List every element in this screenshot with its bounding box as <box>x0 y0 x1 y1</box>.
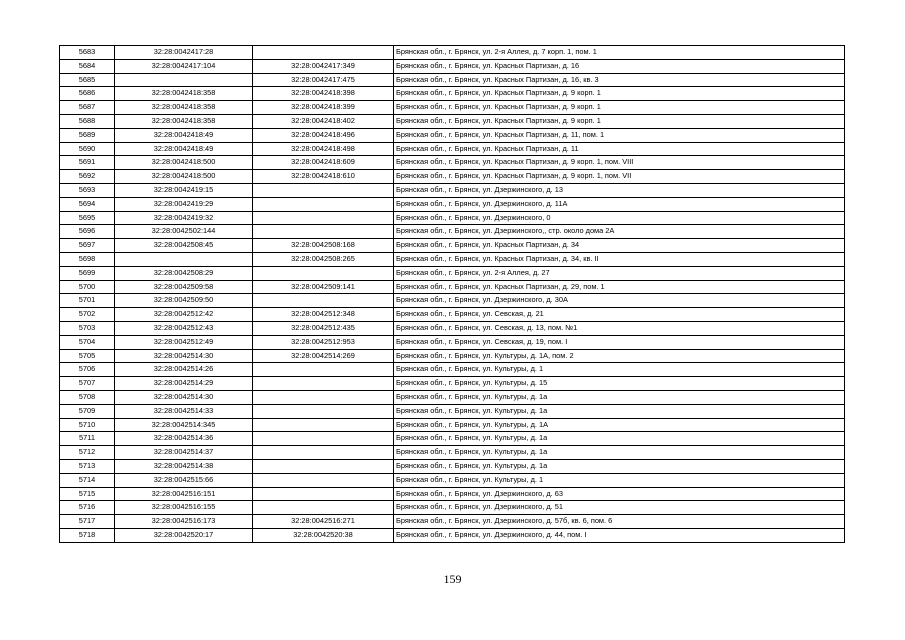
address-cell: Брянская обл., г. Брянск, ул. Красных Партизан, д. 9 корп. 1, пом. VIII <box>394 156 845 170</box>
cadastral-number-cell: 32:28:0042418:358 <box>115 101 253 115</box>
address-cell: Брянская обл., г. Брянск, ул. Культуры, д. 1а <box>394 432 845 446</box>
address-cell: Брянская обл., г. Брянск, ул. Красных Партизан, д. 9 корп. 1 <box>394 101 845 115</box>
address-cell: Брянская обл., г. Брянск, ул. Дзержинского, д. 63 <box>394 487 845 501</box>
table-row <box>60 473 845 487</box>
cadastral-number-cell: 32:28:0042514:37 <box>115 446 253 460</box>
object-cadastral-number-cell <box>253 404 394 418</box>
row-number-cell: 5692 <box>60 170 115 184</box>
cadastral-number-cell: 32:28:0042515:66 <box>115 473 253 487</box>
table-row <box>60 266 845 280</box>
cadastral-number-cell: 32:28:0042512:49 <box>115 335 253 349</box>
table-row <box>60 515 845 529</box>
object-cadastral-number-cell <box>253 197 394 211</box>
address-cell: Брянская обл., г. Брянск, ул. Красных Партизан, д. 11, пом. 1 <box>394 128 845 142</box>
row-number-cell: 5693 <box>60 183 115 197</box>
row-number-cell: 5683 <box>60 46 115 60</box>
cadastral-number-cell: 32:28:0042516:155 <box>115 501 253 515</box>
object-cadastral-number-cell: 32:28:0042418:399 <box>253 101 394 115</box>
cadastral-number-cell: 32:28:0042514:38 <box>115 459 253 473</box>
row-number-cell: 5705 <box>60 349 115 363</box>
cadastral-number-cell: 32:28:0042419:29 <box>115 197 253 211</box>
table-row <box>60 404 845 418</box>
address-cell: Брянская обл., г. Брянск, ул. Красных Партизан, д. 16 <box>394 59 845 73</box>
address-cell: Брянская обл., г. Брянск, ул. Культуры, д. 1а <box>394 404 845 418</box>
address-cell: Брянская обл., г. Брянск, ул. Культуры, д. 1 <box>394 473 845 487</box>
cadastral-number-cell: 32:28:0042508:45 <box>115 239 253 253</box>
address-cell: Брянская обл., г. Брянск, ул. Культуры, д. 1а <box>394 459 845 473</box>
address-cell: Брянская обл., г. Брянск, ул. Красных Партизан, д. 16, кв. 3 <box>394 73 845 87</box>
object-cadastral-number-cell <box>253 501 394 515</box>
table-row <box>60 183 845 197</box>
cadastral-number-cell: 32:28:0042419:15 <box>115 183 253 197</box>
object-cadastral-number-cell <box>253 390 394 404</box>
row-number-cell: 5710 <box>60 418 115 432</box>
table-row <box>60 308 845 322</box>
row-number-cell: 5714 <box>60 473 115 487</box>
address-cell: Брянская обл., г. Брянск, ул. Дзержинского, д. 57б, кв. 6, пом. 6 <box>394 515 845 529</box>
address-cell: Брянская обл., г. Брянск, ул. Красных Партизан, д. 34, кв. II <box>394 252 845 266</box>
table-row <box>60 528 845 542</box>
table-row <box>60 46 845 60</box>
object-cadastral-number-cell <box>253 473 394 487</box>
cadastral-number-cell: 32:28:0042418:358 <box>115 87 253 101</box>
row-number-cell: 5711 <box>60 432 115 446</box>
table-body <box>60 46 845 543</box>
cadastral-number-cell: 32:28:0042512:42 <box>115 308 253 322</box>
cadastral-number-cell: 32:28:0042418:500 <box>115 156 253 170</box>
address-cell: Брянская обл., г. Брянск, ул. Красных Партизан, д. 34 <box>394 239 845 253</box>
address-cell: Брянская обл., г. Брянск, ул. Культуры, д. 1а <box>394 446 845 460</box>
row-number-cell: 5707 <box>60 377 115 391</box>
cadastral-number-cell: 32:28:0042520:17 <box>115 528 253 542</box>
table-row <box>60 418 845 432</box>
table-row <box>60 170 845 184</box>
table-row <box>60 432 845 446</box>
object-cadastral-number-cell <box>253 183 394 197</box>
row-number-cell: 5716 <box>60 501 115 515</box>
table-row <box>60 363 845 377</box>
address-cell: Брянская обл., г. Брянск, ул. Культуры, д. 1а <box>394 390 845 404</box>
object-cadastral-number-cell <box>253 487 394 501</box>
cadastral-number-cell: 32:28:0042514:345 <box>115 418 253 432</box>
table-row <box>60 377 845 391</box>
table-row <box>60 459 845 473</box>
object-cadastral-number-cell: 32:28:0042520:38 <box>253 528 394 542</box>
address-cell: Брянская обл., г. Брянск, ул. Культуры, д. 15 <box>394 377 845 391</box>
address-cell: Брянская обл., г. Брянск, ул. Дзержинского, д. 13 <box>394 183 845 197</box>
object-cadastral-number-cell <box>253 363 394 377</box>
object-cadastral-number-cell: 32:28:0042418:398 <box>253 87 394 101</box>
object-cadastral-number-cell: 32:28:0042508:265 <box>253 252 394 266</box>
address-cell: Брянская обл., г. Брянск, ул. 2-я Аллея, д. 7 корп. 1, пом. 1 <box>394 46 845 60</box>
row-number-cell: 5717 <box>60 515 115 529</box>
address-cell: Брянская обл., г. Брянск, ул. Красных Партизан, д. 9 корп. 1 <box>394 114 845 128</box>
cadastral-number-cell: 32:28:0042509:50 <box>115 294 253 308</box>
object-cadastral-number-cell <box>253 418 394 432</box>
table-row <box>60 197 845 211</box>
object-cadastral-number-cell: 32:28:0042418:610 <box>253 170 394 184</box>
cadastral-number-cell: 32:28:0042417:28 <box>115 46 253 60</box>
table-row <box>60 294 845 308</box>
table-row <box>60 349 845 363</box>
row-number-cell: 5701 <box>60 294 115 308</box>
row-number-cell: 5695 <box>60 211 115 225</box>
row-number-cell: 5712 <box>60 446 115 460</box>
address-cell: Брянская обл., г. Брянск, ул. Культуры, д. 1 <box>394 363 845 377</box>
cadastral-number-cell <box>115 252 253 266</box>
object-cadastral-number-cell: 32:28:0042512:348 <box>253 308 394 322</box>
cadastral-number-cell: 32:28:0042516:151 <box>115 487 253 501</box>
object-cadastral-number-cell: 32:28:0042512:435 <box>253 321 394 335</box>
table-row <box>60 487 845 501</box>
row-number-cell: 5688 <box>60 114 115 128</box>
row-number-cell: 5694 <box>60 197 115 211</box>
address-cell: Брянская обл., г. Брянск, ул. Красных Партизан, д. 9 корп. 1 <box>394 87 845 101</box>
cadastral-number-cell: 32:28:0042418:500 <box>115 170 253 184</box>
object-cadastral-number-cell <box>253 211 394 225</box>
table-row <box>60 59 845 73</box>
address-cell: Брянская обл., г. Брянск, ул. Дзержинского, д. 30А <box>394 294 845 308</box>
table-row <box>60 225 845 239</box>
cadastral-number-cell: 32:28:0042418:49 <box>115 128 253 142</box>
cadastral-number-cell: 32:28:0042514:36 <box>115 432 253 446</box>
object-cadastral-number-cell: 32:28:0042418:498 <box>253 142 394 156</box>
row-number-cell: 5706 <box>60 363 115 377</box>
object-cadastral-number-cell: 32:28:0042418:496 <box>253 128 394 142</box>
object-cadastral-number-cell: 32:28:0042508:168 <box>253 239 394 253</box>
object-cadastral-number-cell <box>253 294 394 308</box>
table-row <box>60 73 845 87</box>
table-row <box>60 239 845 253</box>
address-cell: Брянская обл., г. Брянск, ул. Дзержинского, д. 11А <box>394 197 845 211</box>
table-row <box>60 390 845 404</box>
address-cell: Брянская обл., г. Брянск, ул. Дзержинского, д. 51 <box>394 501 845 515</box>
row-number-cell: 5687 <box>60 101 115 115</box>
cadastral-number-cell: 32:28:0042418:49 <box>115 142 253 156</box>
object-cadastral-number-cell <box>253 432 394 446</box>
table-row <box>60 252 845 266</box>
table-row <box>60 501 845 515</box>
table-row <box>60 142 845 156</box>
row-number-cell: 5703 <box>60 321 115 335</box>
address-cell: Брянская обл., г. Брянск, ул. Красных Партизан, д. 9 корп. 1, пом. VII <box>394 170 845 184</box>
cadastral-number-cell <box>115 73 253 87</box>
row-number-cell: 5713 <box>60 459 115 473</box>
row-number-cell: 5691 <box>60 156 115 170</box>
table-row <box>60 335 845 349</box>
table-row <box>60 156 845 170</box>
address-cell: Брянская обл., г. Брянск, ул. Культуры, д. 1А <box>394 418 845 432</box>
object-cadastral-number-cell <box>253 46 394 60</box>
object-cadastral-number-cell: 32:28:0042512:953 <box>253 335 394 349</box>
cadastral-number-cell: 32:28:0042419:32 <box>115 211 253 225</box>
address-cell: Брянская обл., г. Брянск, ул. Севская, д. 13, пом. №1 <box>394 321 845 335</box>
cadastral-number-cell: 32:28:0042514:30 <box>115 390 253 404</box>
object-cadastral-number-cell: 32:28:0042514:269 <box>253 349 394 363</box>
row-number-cell: 5686 <box>60 87 115 101</box>
table-row <box>60 211 845 225</box>
cadastral-number-cell: 32:28:0042514:33 <box>115 404 253 418</box>
address-cell: Брянская обл., г. Брянск, ул. Дзержинского, 0 <box>394 211 845 225</box>
row-number-cell: 5702 <box>60 308 115 322</box>
object-cadastral-number-cell <box>253 225 394 239</box>
row-number-cell: 5684 <box>60 59 115 73</box>
object-cadastral-number-cell: 32:28:0042509:141 <box>253 280 394 294</box>
address-cell: Брянская обл., г. Брянск, ул. Культуры, д. 1А, пом. 2 <box>394 349 845 363</box>
row-number-cell: 5699 <box>60 266 115 280</box>
cadastral-number-cell: 32:28:0042514:30 <box>115 349 253 363</box>
address-cell: Брянская обл., г. Брянск, ул. Севская, д. 21 <box>394 308 845 322</box>
table-row <box>60 87 845 101</box>
row-number-cell: 5690 <box>60 142 115 156</box>
cadastral-number-cell: 32:28:0042508:29 <box>115 266 253 280</box>
object-cadastral-number-cell <box>253 446 394 460</box>
page-number: 159 <box>443 572 462 586</box>
address-cell: Брянская обл., г. Брянск, ул. 2-я Аллея, д. 27 <box>394 266 845 280</box>
cadastral-table <box>59 45 845 543</box>
address-cell: Брянская обл., г. Брянск, ул. Дзержинского, д. 44, пом. I <box>394 528 845 542</box>
table-row <box>60 128 845 142</box>
cadastral-number-cell: 32:28:0042417:104 <box>115 59 253 73</box>
row-number-cell: 5704 <box>60 335 115 349</box>
row-number-cell: 5718 <box>60 528 115 542</box>
table-row <box>60 280 845 294</box>
object-cadastral-number-cell: 32:28:0042516:271 <box>253 515 394 529</box>
table-row <box>60 101 845 115</box>
object-cadastral-number-cell <box>253 459 394 473</box>
object-cadastral-number-cell: 32:28:0042418:609 <box>253 156 394 170</box>
cadastral-number-cell: 32:28:0042502:144 <box>115 225 253 239</box>
row-number-cell: 5689 <box>60 128 115 142</box>
object-cadastral-number-cell <box>253 377 394 391</box>
cadastral-number-cell: 32:28:0042514:29 <box>115 377 253 391</box>
row-number-cell: 5700 <box>60 280 115 294</box>
row-number-cell: 5697 <box>60 239 115 253</box>
row-number-cell: 5715 <box>60 487 115 501</box>
row-number-cell: 5698 <box>60 252 115 266</box>
cadastral-number-cell: 32:28:0042514:26 <box>115 363 253 377</box>
address-cell: Брянская обл., г. Брянск, ул. Красных Партизан, д. 29, пом. 1 <box>394 280 845 294</box>
table-row <box>60 114 845 128</box>
table-row <box>60 446 845 460</box>
object-cadastral-number-cell <box>253 266 394 280</box>
cadastral-number-cell: 32:28:0042516:173 <box>115 515 253 529</box>
row-number-cell: 5709 <box>60 404 115 418</box>
table-row <box>60 321 845 335</box>
object-cadastral-number-cell: 32:28:0042418:402 <box>253 114 394 128</box>
address-cell: Брянская обл., г. Брянск, ул. Севская, д. 19, пом. I <box>394 335 845 349</box>
object-cadastral-number-cell: 32:28:0042417:475 <box>253 73 394 87</box>
address-cell: Брянская обл., г. Брянск, ул. Красных Партизан, д. 11 <box>394 142 845 156</box>
cadastral-number-cell: 32:28:0042512:43 <box>115 321 253 335</box>
row-number-cell: 5685 <box>60 73 115 87</box>
row-number-cell: 5708 <box>60 390 115 404</box>
cadastral-number-cell: 32:28:0042509:58 <box>115 280 253 294</box>
cadastral-number-cell: 32:28:0042418:358 <box>115 114 253 128</box>
object-cadastral-number-cell: 32:28:0042417:349 <box>253 59 394 73</box>
row-number-cell: 5696 <box>60 225 115 239</box>
address-cell: Брянская обл., г. Брянск, ул. Дзержинского,, стр. около дома 2А <box>394 225 845 239</box>
